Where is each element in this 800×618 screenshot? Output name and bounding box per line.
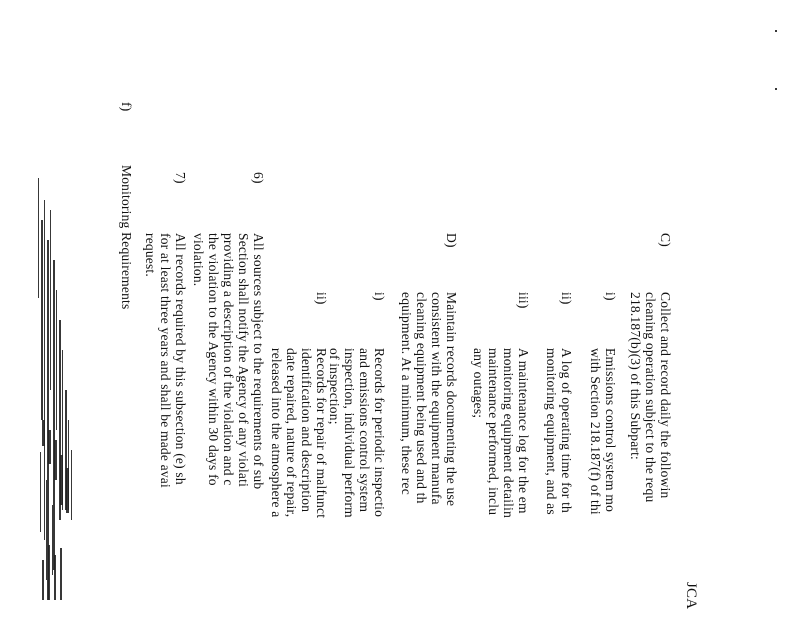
section-d-item-i-marker: i) [372, 292, 387, 301]
section-d-line-1: Maintain records documenting the use [444, 292, 459, 507]
section-d-item-i-line-2: and emissions control system [357, 348, 372, 513]
section-d-line-3: cleaning equipment being used and th [414, 292, 429, 504]
section-d-item-i-line-4: of inspection; [327, 348, 342, 425]
section-c-item-iii-line-2: monitoring equipment detailin [501, 348, 516, 519]
section-7-line-1: All records required by this subsection (e) sh [173, 233, 188, 485]
section-d-item-ii-marker: ii) [314, 292, 329, 305]
section-d-item-i-line-1: Records for periodic inspectio [372, 348, 387, 518]
section-d-line-4: equipment. At a minimum, these rec [399, 292, 414, 495]
section-c-item-iii-line-4: any outages; [471, 348, 486, 419]
section-c-item-i-line-2: with Section 218.187(f) of thi [588, 348, 603, 515]
section-f-title: Monitoring Requirements [119, 165, 134, 310]
section-6-line-4: the violation to the Agency within 30 days fo [206, 233, 221, 486]
section-d-item-i-line-3: inspection, individual perform [342, 348, 357, 518]
section-d-line-2: consistent with the equipment manufa [429, 292, 444, 505]
section-6-marker: 6) [251, 172, 266, 184]
section-6-line-2: Section shall notify the Agency of any violati [236, 233, 251, 488]
section-c-item-iii-line-3: maintenance performed, inclu [486, 348, 501, 516]
section-d-item-ii-line-4: released into the atmosphere a [269, 348, 284, 518]
section-c-item-iii-line-1: A maintenance log for the em [516, 348, 531, 514]
section-c-item-ii-line-1: A log of operating time for th [559, 348, 574, 513]
section-6-line-5: violation. [191, 233, 206, 287]
section-c-item-i-marker: i) [603, 292, 618, 301]
section-7-line-2: for at least three years and shall be made avai [158, 233, 173, 488]
section-c-item-iii-marker: iii) [516, 292, 531, 309]
section-c-marker: C) [658, 233, 673, 247]
section-6-line-1: All sources subject to the requirements of sub [251, 233, 266, 490]
section-d-marker: D) [444, 233, 459, 248]
section-7-marker: 7) [173, 172, 188, 184]
section-c-item-i-line-1: Emissions control system mo [603, 348, 618, 513]
section-d-item-ii-line-1: Records for repair of malfunct [314, 348, 329, 519]
section-d-item-ii-line-3: date repaired, nature of repair, [284, 348, 299, 518]
page-header: JCA [683, 582, 699, 610]
section-f-marker: f) [119, 102, 134, 112]
section-c-line-2: cleaning operation subject to the requ [643, 292, 658, 503]
section-d-item-ii-line-2: identification and description [299, 348, 314, 513]
section-c-line-1: Collect and record daily the followin [658, 292, 673, 499]
section-c-item-ii-marker: ii) [559, 292, 574, 305]
section-7-line-3: request. [143, 233, 158, 277]
section-6-line-3: providing a description of the violation and c [221, 233, 236, 486]
section-c-item-ii-line-2: monitoring equipment, and as [544, 348, 559, 515]
section-c-line-3: 218.187(b)(3) of this Subpart: [628, 292, 643, 460]
